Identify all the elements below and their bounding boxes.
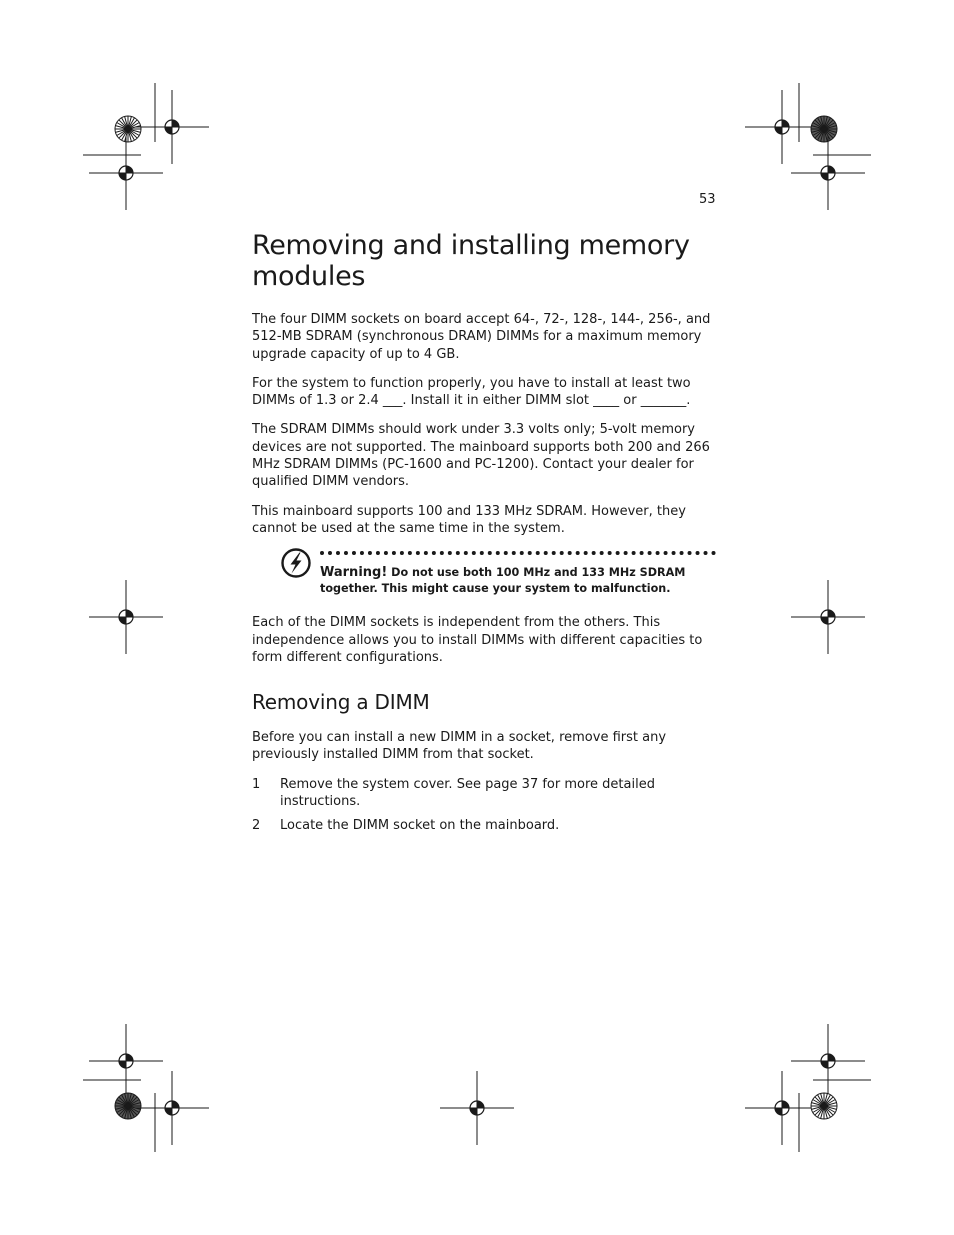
paragraph-voltage: The SDRAM DIMMs should work under 3.3 volts only; 5-volt memory devices are not supported. The mainboard supports both 200 and 266 MHz SDRAM DIMMs (PC-1600 and PC-1200). Contact your dealer for qualified DIMM vendors. <box>252 422 710 490</box>
paragraph-socket-independence: Each of the DIMM sockets is independent from the others. This independence allows you to install DIMMs with different capacities to form different configurations. <box>252 615 703 665</box>
steps-list <box>252 776 722 835</box>
warning-box <box>252 551 722 597</box>
section-heading: Removing a DIMM <box>252 690 430 715</box>
starburst-center <box>126 1104 130 1108</box>
warning-message: Do not use both 100 MHz and 133 MHz SDRAM together. This might cause your system to malfunction. <box>320 566 686 596</box>
starburst-center <box>126 127 130 131</box>
page-content <box>252 230 722 842</box>
warning-dotted-rule <box>320 551 716 555</box>
warning-bolt-icon <box>280 547 312 579</box>
step-text: Locate the DIMM socket on the mainboard. <box>280 818 560 834</box>
page-number: 53 <box>699 192 716 207</box>
step-number: 2 <box>252 818 261 834</box>
warning-text <box>320 565 722 597</box>
warning-label: Warning! <box>320 565 388 581</box>
step-number: 1 <box>252 776 261 792</box>
page-title: Removing and installing memory modules <box>252 230 690 292</box>
paragraph-dimm-sockets: The four DIMM sockets on board accept 64-, 72-, 128-, 144-, 256-, and 512-MB SDRAM (synchronous DRAM) DIMMs for a maximum memory upgrade capacity of up to 4 GB. <box>252 312 711 362</box>
step-text: Remove the system cover. See page 37 for more detailed instructions. <box>280 776 655 810</box>
paragraph-install-requirement: For the system to function properly, you have to install at least two DIMMs of 1.3 or 2.4 ___. Install it in either DIMM slot ____ or _______. <box>252 375 691 409</box>
section-intro: Before you can install a new DIMM in a socket, remove first any previously installed DIMM from that socket. <box>252 730 667 763</box>
step-item <box>252 776 722 811</box>
step-item <box>252 817 722 834</box>
starburst-center <box>822 127 826 131</box>
starburst-center <box>822 1104 826 1108</box>
paragraph-sdram-speed: This mainboard supports 100 and 133 MHz SDRAM. However, they cannot be used at the same time in the system. <box>252 503 686 536</box>
